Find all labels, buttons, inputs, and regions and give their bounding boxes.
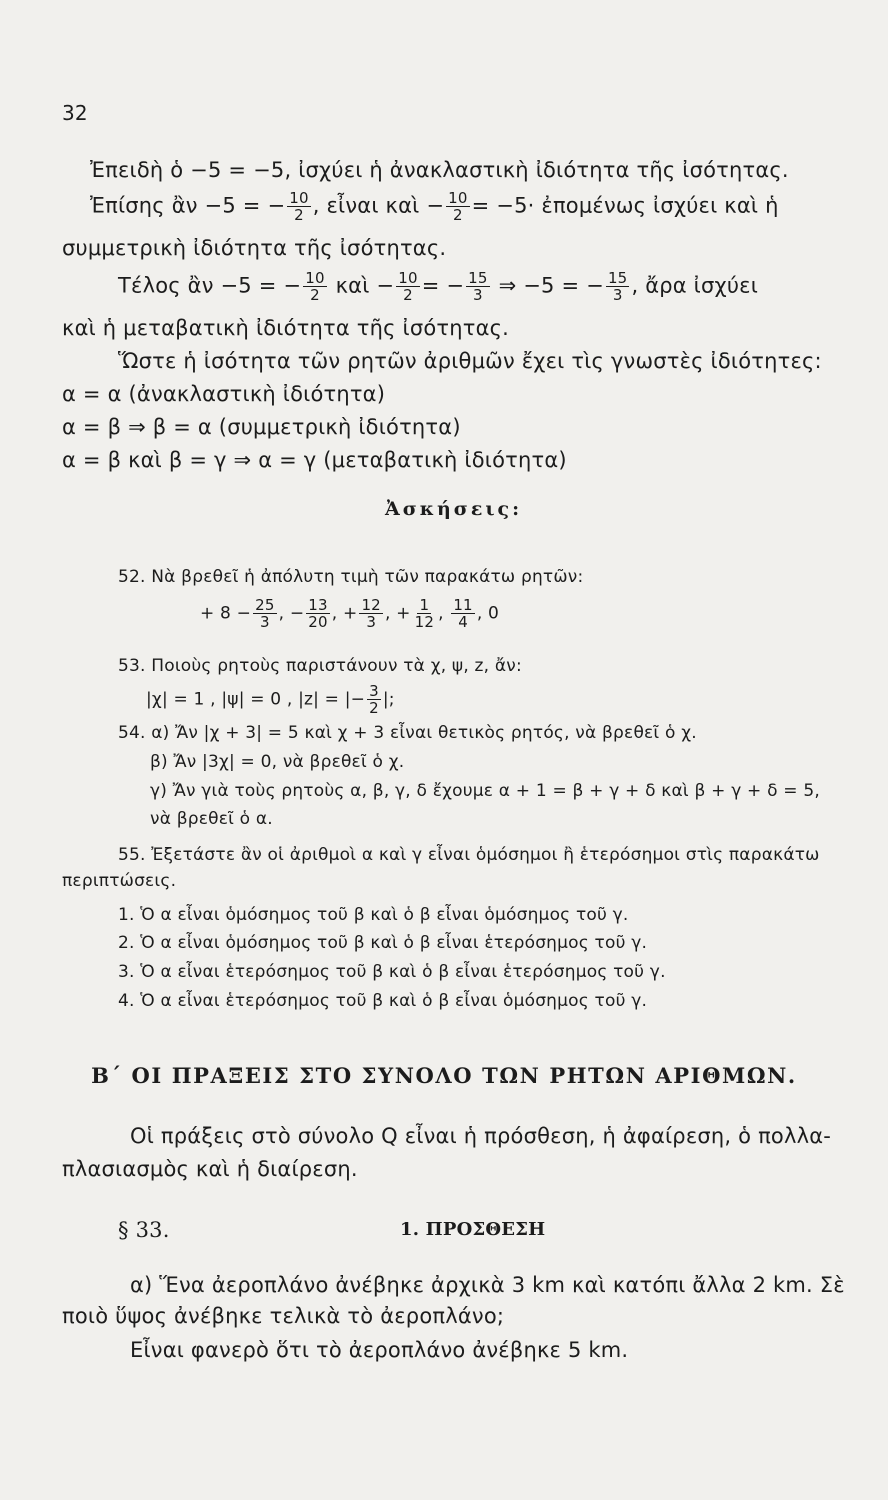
fraction: $\frac{15}{3}$ [468, 269, 488, 304]
exercises-title: Ἀσκήσεις: [385, 498, 523, 520]
section-heading: Β΄ ΟΙ ΠΡΑΞΕΙΣ ΣΤΟ ΣΥΝΟΛΟ ΤΩΝ ΡΗΤΩΝ ΑΡΙΘΜΩΝ. [91, 1063, 797, 1088]
page-number: 32 [62, 101, 88, 125]
case-4: 4. Ὁ α εἶναι ἑτερόσημος τοῦ β καὶ ὁ β εἶναι ὁμόσημος τοῦ γ. [118, 991, 648, 1011]
text-line: συμμετρικὴ ἰδιότητα τῆς ἰσότητας. [62, 236, 447, 260]
text-line: καὶ ἡ μεταβατικὴ ἰδιότητα τῆς ἰσότητας. [62, 316, 510, 340]
fraction: $\frac{10}{2}$ [398, 269, 418, 304]
property-line: α = α (ἀνακλαστικὴ ἰδιότητα) [62, 382, 386, 406]
fraction: $\frac{10}{2}$ [448, 189, 468, 224]
text-line: Τέλος ἂν −5 = − $\frac{10}{2}$ καὶ − $\frac{10}{2}$ = − $\frac{15}{3}$ ⇒ −5 = − $\frac{15}{3}$ , ἄρα ἰσχύει [118, 269, 759, 304]
exercise-54c: γ) Ἄν γιὰ τοὺς ρητοὺς α, β, γ, δ ἔχουμε α + 1 = β + γ + δ καὶ β + γ + δ = 5, [150, 781, 820, 801]
section-number: § 33. [118, 1218, 170, 1242]
text-line: Ἐπίσης ἂν −5 = − $\frac{10}{2}$ , εἶναι καὶ − $\frac{10}{2}$ = −5· ἐπομένως ἰσχύει καὶ ἡ [90, 189, 779, 224]
property-line: α = β ⇒ β = α (συμμετρικὴ ἰδιότητα) [62, 415, 461, 439]
exercise-54a: 54. α) Ἄν |χ + 3| = 5 καὶ χ + 3 εἶναι θετικὸς ρητός, νὰ βρεθεῖ ὁ χ. [118, 723, 697, 743]
text-line: Ἐπειδὴ ὁ −5 = −5, ἰσχύει ἡ ἀνακλαστικὴ ἰδιότητα τῆς ἰσότητας. [90, 158, 789, 182]
fraction: $\frac{12}{3}$ [361, 596, 381, 631]
paragraph-line: Εἶναι φανερὸ ὅτι τὸ ἀεροπλάνο ἀνέβηκε 5 km. [130, 1338, 629, 1362]
exercise-52-values: + 8 − $\frac{25}{3}$ , − $\frac{13}{20}$ , + $\frac{12}{3}$ , + $\frac{1}{12}$ , $\frac{11}{4}$ , 0 [200, 596, 500, 631]
text-line: Ὥστε ἡ ἰσότητα τῶν ρητῶν ἀριθμῶν ἔχει τὶς γνωστὲς ἰδιότητες: [118, 349, 822, 373]
fraction: $\frac{25}{3}$ [255, 596, 275, 631]
paragraph-line: Οἱ πράξεις στὸ σύνολο Q εἶναι ἡ πρόσθεση, ἡ ἀφαίρεση, ὁ πολλα- [130, 1124, 832, 1148]
fraction: $\frac{1}{12}$ [414, 596, 435, 631]
fraction: $\frac{10}{2}$ [289, 189, 309, 224]
property-line: α = β καὶ β = γ ⇒ α = γ (μεταβατικὴ ἰδιότητα) [62, 448, 567, 472]
fraction: $\frac{15}{3}$ [607, 269, 628, 304]
fraction: $\frac{10}{2}$ [305, 269, 325, 304]
exercise-52: 52. Νὰ βρεθεῖ ἡ ἀπόλυτη τιμὴ τῶν παρακάτω ρητῶν: [118, 567, 584, 587]
fraction: $\frac{13}{20}$ [308, 596, 328, 631]
exercise-53: 53. Ποιοὺς ρητοὺς παριστάνουν τὰ χ, ψ, z, ἄν: [118, 656, 522, 676]
paragraph-line: πλασιασμὸς καὶ ἡ διαίρεση. [62, 1157, 358, 1181]
exercise-54b: β) Ἄν |3χ| = 0, νὰ βρεθεῖ ὁ χ. [150, 752, 405, 772]
section-title: 1. ΠΡΟΣΘΕΣΗ [400, 1219, 546, 1240]
case-1: 1. Ὁ α εἶναι ὁμόσημος τοῦ β καὶ ὁ β εἶναι ὁμόσημος τοῦ γ. [118, 905, 629, 925]
case-2: 2. Ὁ α εἶναι ὁμόσημος τοῦ β καὶ ὁ β εἶναι ἑτερόσημος τοῦ γ. [118, 933, 648, 953]
exercise-55: 55. Ἐξετάστε ἂν οἱ ἀριθμοὶ α καὶ γ εἶναι ὁμόσημοι ἢ ἑτερόσημοι στὶς παρακάτω [118, 845, 820, 865]
paragraph-line: α) Ἕνα ἀεροπλάνο ἀνέβηκε ἀρχικὰ 3 km καὶ κατόπι ἄλλα 2 km. Σὲ [130, 1273, 845, 1297]
fraction: $\frac{3}{2}$ [369, 682, 379, 717]
fraction: $\frac{11}{4}$ [453, 596, 473, 631]
exercise-53-values: |χ| = 1 , |ψ| = 0 , |z| = |− $\frac{3}{2}$ |; [146, 682, 395, 717]
paragraph-line: ποιὸ ὕψος ἀνέβηκε τελικὰ τὸ ἀεροπλάνο; [62, 1304, 505, 1328]
exercise-54d: νὰ βρεθεῖ ὁ α. [150, 809, 273, 829]
case-3: 3. Ὁ α εἶναι ἑτερόσημος τοῦ β καὶ ὁ β εἶναι ἑτερόσημος τοῦ γ. [118, 962, 666, 982]
exercise-55-cont: περιπτώσεις. [62, 871, 177, 891]
